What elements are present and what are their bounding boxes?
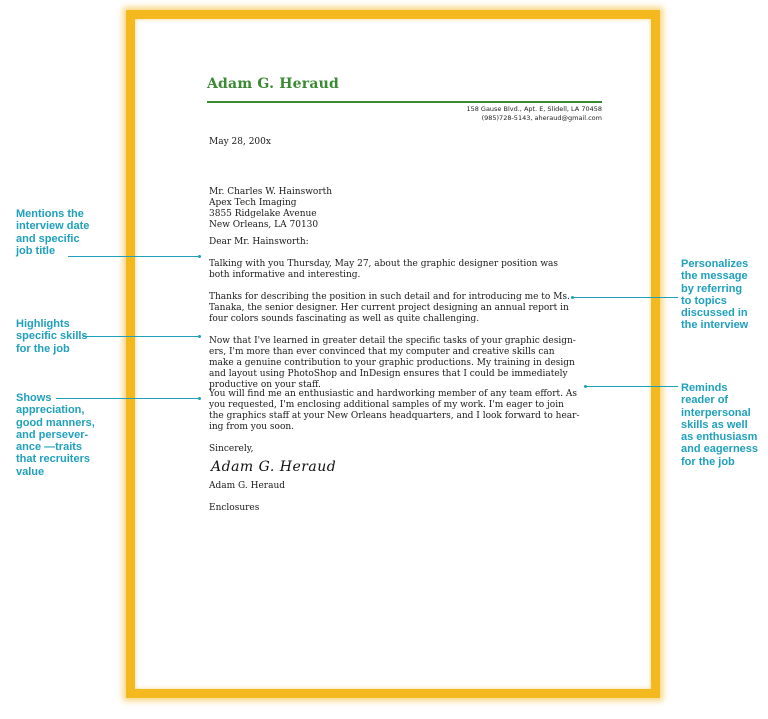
letter-date: May 28, 200x — [209, 137, 271, 147]
paragraph-2 — [209, 292, 599, 325]
salutation: Dear Mr. Hainsworth: — [209, 237, 309, 247]
annotation-line: for the job — [681, 455, 735, 468]
recipient-line: Mr. Charles W. Hainsworth — [209, 187, 333, 197]
annotation-personalizes — [681, 258, 748, 332]
inside-address — [209, 187, 599, 231]
connector-line — [586, 386, 678, 387]
connector-line — [56, 398, 199, 399]
typed-name: Adam G. Heraud — [209, 481, 286, 491]
recipient-line: 3855 Ridgelake Avenue — [209, 209, 317, 220]
annotation-line: the message — [681, 270, 748, 283]
annotation-line: discussed in — [681, 307, 748, 320]
annotation-line: for the job — [16, 342, 70, 355]
annotation-line: and eagerness — [681, 443, 759, 456]
paragraph-line: ing from you soon. — [209, 422, 295, 433]
annotation-line: and persever- — [16, 428, 89, 441]
annotation-line: appreciation, — [16, 404, 85, 417]
enclosures-notation: Enclosures — [209, 503, 260, 513]
paragraph-line: ers, I'm more than ever convinced that my computer and creative skills can — [209, 347, 555, 358]
annotation-line: and specific — [16, 232, 80, 245]
annotation-line: the interview — [681, 319, 749, 332]
paragraph-line: the graphics staff at your New Orleans headquarters, and I look forward to hear- — [209, 411, 580, 422]
paragraph-line: Thanks for describing the position in such detail and for introducing me to Ms. — [209, 292, 570, 302]
annotation-line: interpersonal — [681, 406, 751, 419]
annotation-line: skills as well — [681, 418, 748, 431]
paragraph-line: Tanaka, the senior designer. Her current project designing an annual report in — [209, 303, 569, 314]
connector-line — [68, 256, 199, 257]
annotation-line: Reminds — [681, 382, 728, 394]
sender-address: 158 Gause Blvd., Apt. E, Slidell, LA 70458 — [466, 105, 602, 113]
sender-name: Adam G. Heraud — [207, 76, 339, 92]
paragraph-1 — [209, 259, 599, 281]
connector-dot — [198, 397, 201, 400]
annotation-line: Highlights — [16, 318, 70, 330]
annotation-line: Personalizes — [681, 258, 749, 270]
closing: Sincerely, — [209, 444, 254, 454]
paragraph-line: Now that I've learned in greater detail the specific tasks of your graphic design- — [209, 336, 576, 346]
handwritten-signature: Adam G. Heraud — [211, 459, 337, 475]
recipient-line: New Orleans, LA 70130 — [209, 220, 319, 231]
paragraph-line: You will find me an enthusiastic and hardworking member of any team effort. As — [209, 389, 577, 399]
paragraph-line: and layout using PhotoShop and InDesign ensures that I could be immediately — [209, 369, 568, 380]
annotation-line: as enthusiasm — [681, 431, 758, 444]
annotation-line: Mentions the — [16, 208, 84, 220]
annotation-line: good manners, — [16, 416, 95, 429]
letterhead-rule — [207, 101, 602, 103]
annotation-line: to topics — [681, 294, 727, 307]
annotation-line: by referring — [681, 282, 743, 295]
annotation-line: Shows — [16, 392, 52, 404]
paragraph-line: Talking with you Thursday, May 27, about the graphic designer position was — [209, 259, 559, 269]
annotation-line: specific skills — [16, 330, 88, 343]
connector-line — [83, 336, 199, 337]
annotation-line: value — [16, 465, 45, 478]
annotation-interview-date — [16, 208, 89, 257]
annotation-line: reader of — [681, 394, 729, 407]
annotation-line: that recruiters — [16, 453, 90, 466]
recipient-line: Apex Tech Imaging — [209, 198, 297, 209]
annotation-line: job title — [16, 244, 56, 257]
paragraph-line: four colors sounds fascinating as well as quite challenging. — [209, 314, 480, 325]
paragraph-line: both informative and interesting. — [209, 270, 361, 281]
annotation-specific-skills — [16, 318, 88, 355]
paragraph-line: you requested, I'm enclosing additional samples of my work. I'm eager to join — [209, 400, 564, 411]
paragraph-line: make a genuine contribution to your graphic productions. My training in design — [209, 358, 575, 369]
paragraph-line: productive on your staff. — [209, 380, 321, 391]
letter-page — [126, 10, 660, 698]
paragraph-3 — [209, 336, 599, 391]
connector-dot — [198, 255, 201, 258]
annotation-interpersonal — [681, 382, 758, 468]
connector-dot — [198, 335, 201, 338]
annotation-line: ance —traits — [16, 441, 83, 454]
connector-line — [573, 297, 678, 298]
sender-contact: (985)728-5143, aheraud@gmail.com — [481, 114, 602, 122]
annotation-appreciation — [16, 392, 95, 478]
annotation-line: interview date — [16, 220, 90, 233]
paragraph-4 — [209, 389, 599, 433]
